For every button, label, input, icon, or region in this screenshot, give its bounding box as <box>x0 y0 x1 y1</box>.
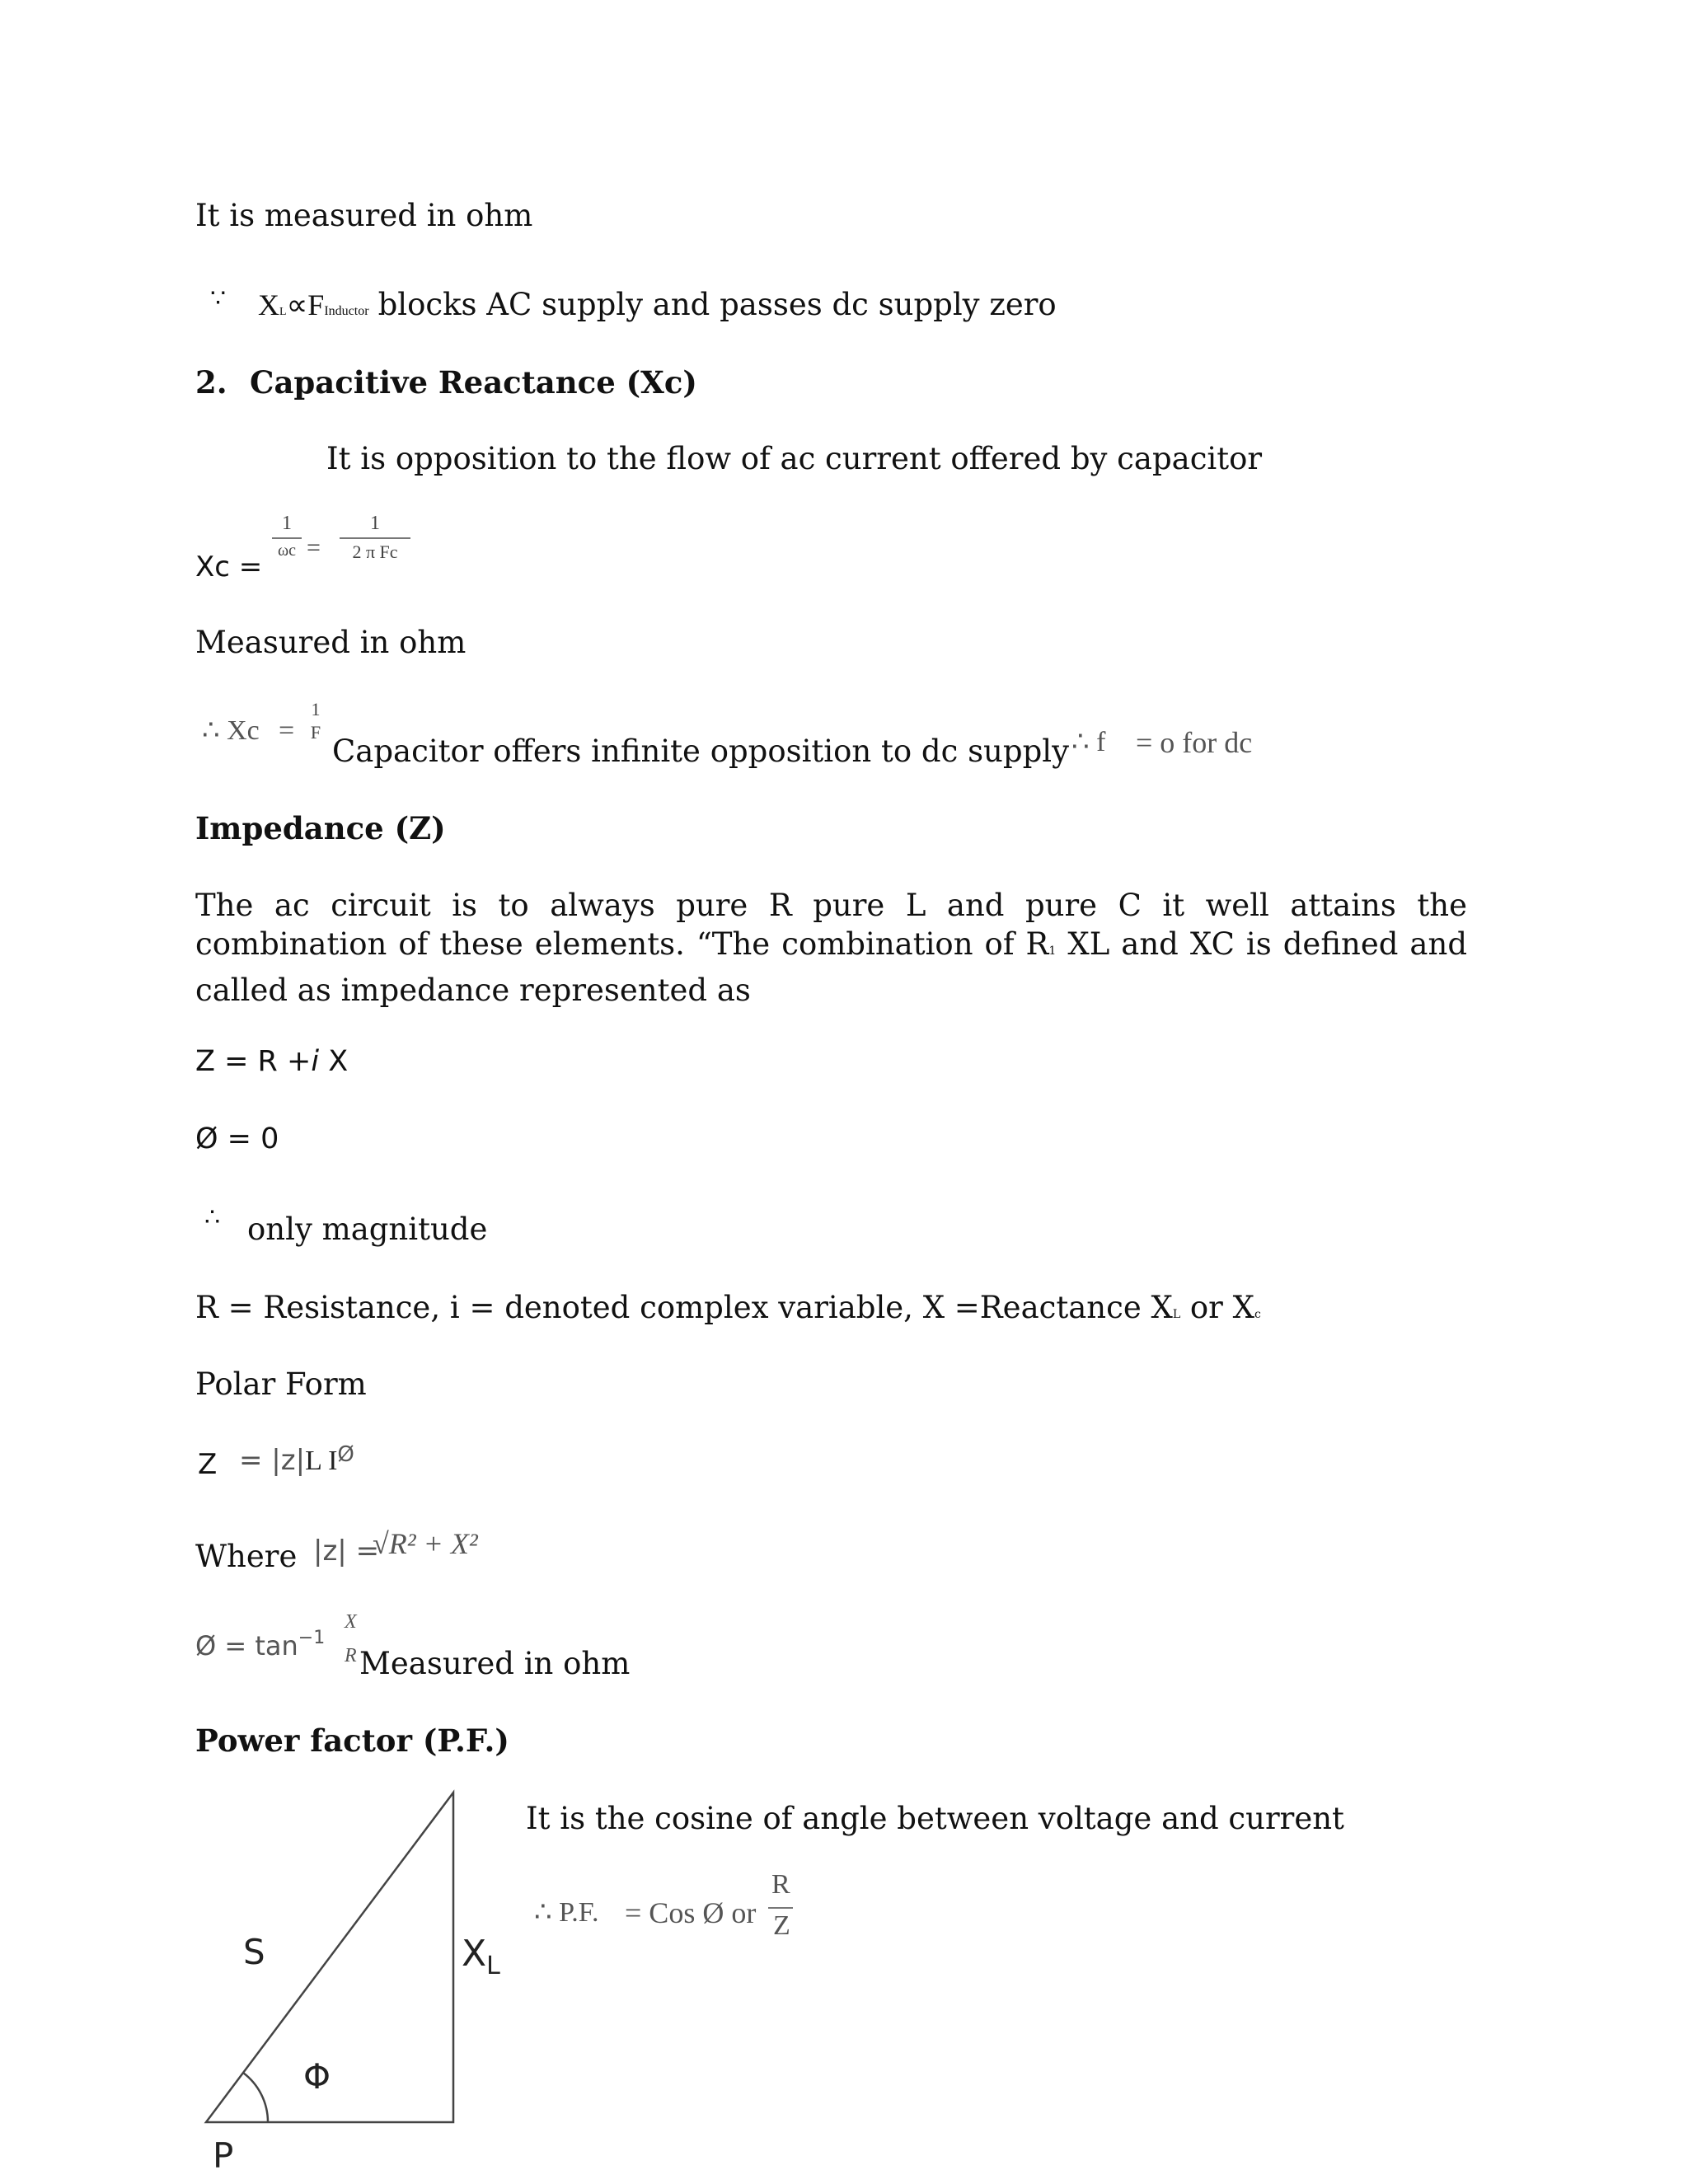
phi-tan-text: Ø = tan <box>195 1630 298 1661</box>
phi-frac-den: R <box>345 1645 357 1666</box>
measured-in-ohm-text-2: Measured in ohm <box>195 625 467 660</box>
xc-therefore: ∴ Xc <box>202 715 260 746</box>
z-equation <box>195 1045 348 1078</box>
pf-formula-lhs: ∴ P.F. <box>534 1897 599 1928</box>
xc-fraction-2-num: 1 <box>370 513 380 534</box>
xl-proportional-formula <box>258 287 1057 322</box>
xc-one-over-f-num: 1 <box>311 699 321 719</box>
legend-sub-c: c <box>1254 1308 1261 1321</box>
xc-fraction-1-num: 1 <box>282 513 292 534</box>
mod-z-equals: |z| = <box>313 1535 380 1568</box>
xc-one-over-f-den: F <box>310 722 321 743</box>
section-2-title: Capacitive Reactance (Xc) <box>250 364 697 401</box>
phi-zero-equation: Ø = 0 <box>195 1122 279 1155</box>
measured-in-ohm-text: It is measured in ohm <box>195 198 533 233</box>
z-equation-post: X <box>319 1045 349 1078</box>
label-p: P <box>213 2135 234 2176</box>
power-factor-definition: It is the cosine of angle between voltage and current <box>526 1801 1344 1836</box>
impedance-paragraph-sub: 1 <box>1048 944 1057 958</box>
phi-frac-num: X <box>345 1611 357 1633</box>
fraction-bar <box>272 537 302 539</box>
xl-subscript: L <box>279 306 287 318</box>
pf-formula-mid: = Cos Ø or <box>625 1896 757 1929</box>
polar-angle-symbol: L I <box>305 1446 338 1476</box>
phi-tan-lhs <box>195 1628 325 1661</box>
xc-fraction-1-den: ωc <box>277 541 297 560</box>
xc-fraction-2-den: 2 π Fc <box>352 541 398 562</box>
proportional-f: ∝F <box>286 288 325 321</box>
label-phi: Φ <box>303 2056 331 2097</box>
variables-legend <box>195 1290 1261 1325</box>
label-xl-sub: L <box>486 1952 500 1980</box>
legend-or: or X <box>1180 1290 1254 1325</box>
capacitive-definition: It is opposition to the flow of ac current offered by capacitor <box>326 441 1263 476</box>
power-factor-title: Power factor (P.F.) <box>195 1722 509 1759</box>
xc-eq: = <box>279 715 295 746</box>
xc-fraction-1 <box>272 513 302 560</box>
pf-fraction-bar <box>768 1907 793 1909</box>
label-xl-main: X <box>462 1933 487 1975</box>
f-value: = o for dc <box>1136 726 1253 759</box>
phi-measured-text: Measured in ohm <box>359 1646 631 1681</box>
pf-formula-den: Z <box>773 1910 790 1941</box>
xc-fraction-2 <box>340 513 410 563</box>
polar-z-rhs <box>239 1442 354 1477</box>
variables-legend-text: R = Resistance, i = denoted complex variable, X =Reactance X <box>195 1290 1173 1325</box>
where-text: Where <box>195 1539 298 1574</box>
phi-tan-exp: −1 <box>298 1628 326 1648</box>
polar-z-lhs: Z <box>198 1448 218 1481</box>
fraction-bar <box>340 537 410 539</box>
only-magnitude-text: only magnitude <box>247 1212 488 1247</box>
z-equation-pre: Z = R + <box>195 1045 312 1078</box>
f-note: ∴ f <box>1071 727 1106 757</box>
polar-mod-z: = |z| <box>239 1444 306 1477</box>
section-2-number: 2. <box>195 364 227 401</box>
power-triangle-diagram <box>190 1780 536 2184</box>
label-xl <box>462 1933 500 1980</box>
inductor-subscript: Inductor <box>324 304 369 318</box>
xc-formula-eq: = <box>307 534 321 561</box>
impedance-paragraph-text: The ac circuit is to always pure R pure L and pure C it well attains the combination of these elements. “The combination of R <box>195 888 1467 962</box>
sqrt-expression: √R² + X² <box>373 1527 478 1560</box>
blocks-ac-text: blocks AC supply and passes dc supply zero <box>377 287 1057 322</box>
impedance-title: Impedance (Z) <box>195 810 446 846</box>
angle-arc <box>243 2073 268 2122</box>
label-s: S <box>243 1932 265 1972</box>
z-equation-i: i <box>311 1045 320 1078</box>
capacitor-infinite-text: Capacitor offers infinite opposition to dc supply <box>332 733 1069 769</box>
xc-formula-lhs: Xc = <box>195 551 263 583</box>
xc-one-over-f <box>307 699 325 743</box>
legend-sub-l: L <box>1172 1308 1181 1321</box>
xl-symbol: X <box>258 288 279 321</box>
therefore-symbol: ∴ <box>204 1203 221 1232</box>
polar-phi: Ø <box>337 1442 354 1467</box>
impedance-paragraph <box>195 886 1467 1010</box>
impedance-paragraph-rest: XL and XC is defined and called as impedance represented as <box>195 926 1468 1008</box>
because-symbol: ∵ <box>210 284 227 313</box>
pf-formula-num: R <box>771 1869 790 1900</box>
polar-form-title: Polar Form <box>195 1366 367 1402</box>
